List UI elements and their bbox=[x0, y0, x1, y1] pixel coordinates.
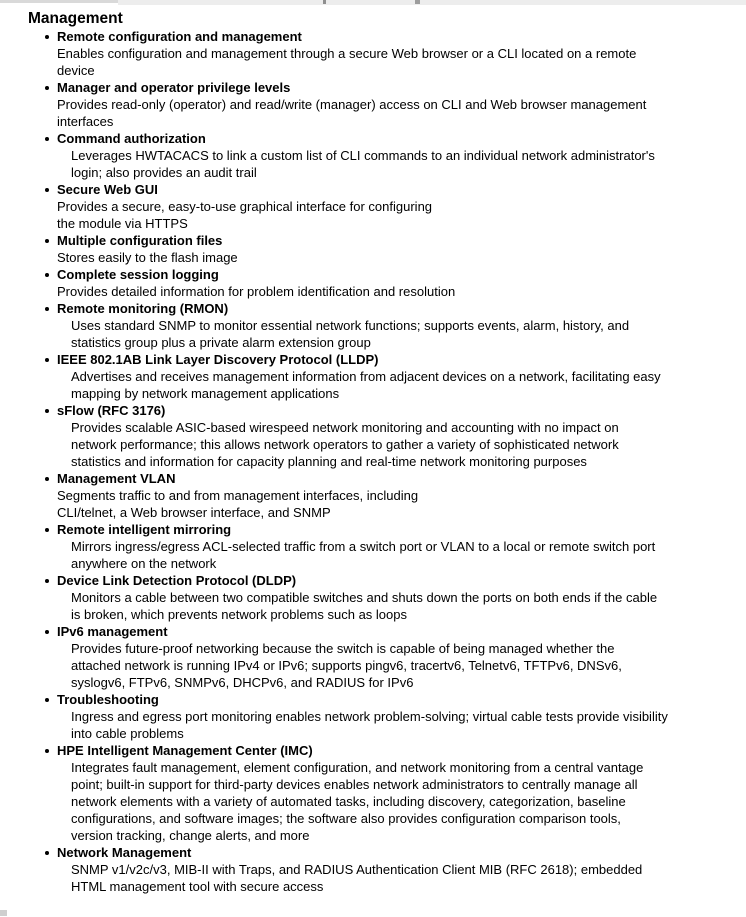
feature-description-line: Integrates fault management, element configuration, and network monitoring from a central vantage bbox=[71, 760, 644, 775]
feature-heading-row bbox=[0, 28, 746, 45]
bullet-icon bbox=[45, 188, 49, 192]
feature-item bbox=[0, 623, 746, 691]
feature-description-line: mapping by network management applications bbox=[71, 386, 340, 401]
feature-description bbox=[0, 249, 746, 266]
feature-description bbox=[0, 45, 746, 79]
feature-item bbox=[0, 351, 746, 402]
bullet-icon bbox=[45, 239, 49, 243]
feature-description bbox=[0, 759, 746, 844]
bullet-icon bbox=[45, 35, 49, 39]
bullet-icon bbox=[45, 851, 49, 855]
feature-description bbox=[0, 317, 746, 351]
feature-item bbox=[0, 470, 746, 521]
feature-heading-row bbox=[0, 742, 746, 759]
bullet-icon bbox=[45, 86, 49, 90]
feature-heading: Network Management bbox=[57, 845, 192, 860]
feature-description-line: Stores easily to the flash image bbox=[57, 250, 238, 265]
feature-description-line: Provides scalable ASIC-based wirespeed network monitoring and accounting with no impact on bbox=[71, 420, 619, 435]
feature-heading-row bbox=[0, 130, 746, 147]
feature-description-line: Provides future-proof networking because the switch is capable of being managed whether the bbox=[71, 641, 615, 656]
feature-description-line: Leverages HWTACACS to link a custom list of CLI commands to an individual network administrator's bbox=[71, 148, 655, 163]
feature-description-line: Mirrors ingress/egress ACL-selected traffic from a switch port or VLAN to a local or remote switch port bbox=[71, 539, 656, 554]
feature-heading-row bbox=[0, 79, 746, 96]
feature-description-line: Ingress and egress port monitoring enables network problem-solving; virtual cable tests provide visibility bbox=[71, 709, 668, 724]
feature-heading-row bbox=[0, 470, 746, 487]
feature-heading-row bbox=[0, 572, 746, 589]
cropped-letter-descender bbox=[415, 0, 420, 4]
bullet-icon bbox=[45, 409, 49, 413]
feature-item bbox=[0, 572, 746, 623]
feature-heading-row bbox=[0, 521, 746, 538]
feature-description-line: syslogv6, FTPv6, SNMPv6, DHCPv6, and RADIUS for IPv6 bbox=[71, 675, 414, 690]
cropped-row-left-segment bbox=[0, 0, 118, 3]
feature-heading: IEEE 802.1AB Link Layer Discovery Protocol (LLDP) bbox=[57, 352, 379, 367]
feature-list bbox=[0, 28, 746, 895]
feature-item bbox=[0, 232, 746, 266]
bullet-icon bbox=[45, 307, 49, 311]
feature-description-line: Enables configuration and management through a secure Web browser or a CLI located on a remote bbox=[57, 46, 637, 61]
feature-description bbox=[0, 538, 746, 572]
feature-item bbox=[0, 742, 746, 844]
feature-item bbox=[0, 300, 746, 351]
cropped-row-gray-band bbox=[118, 0, 746, 5]
bullet-icon bbox=[45, 358, 49, 362]
feature-description-line: device bbox=[57, 63, 95, 78]
feature-description bbox=[0, 640, 746, 691]
feature-heading: Multiple configuration files bbox=[57, 233, 223, 248]
feature-description-line: version tracking, change alerts, and more bbox=[71, 828, 310, 843]
feature-description bbox=[0, 708, 746, 742]
feature-item bbox=[0, 844, 746, 895]
feature-heading-row bbox=[0, 623, 746, 640]
feature-description-line: attached network is running IPv4 or IPv6; supports pingv6, tracertv6, Telnetv6, TFTPv6, DNSv6, bbox=[71, 658, 622, 673]
feature-heading: Troubleshooting bbox=[57, 692, 159, 707]
feature-item bbox=[0, 181, 746, 232]
feature-description-line: Advertises and receives management information from adjacent devices on a network, facilitating easy bbox=[71, 369, 661, 384]
feature-description-line: anywhere on the network bbox=[71, 556, 217, 571]
bottom-crop-artifact bbox=[0, 910, 7, 916]
feature-heading: Complete session logging bbox=[57, 267, 219, 282]
feature-description-line: HTML management tool with secure access bbox=[71, 879, 324, 894]
feature-description-line: Provides read-only (operator) and read/write (manager) access on CLI and Web browser management bbox=[57, 97, 647, 112]
feature-description-line: network performance; this allows network operators to gather a variety of sophisticated network bbox=[71, 437, 619, 452]
feature-description-line: is broken, which prevents network problems such as loops bbox=[71, 607, 407, 622]
feature-heading-row bbox=[0, 351, 746, 368]
feature-heading-row bbox=[0, 232, 746, 249]
cropped-previous-row-artifact bbox=[0, 0, 746, 6]
feature-heading: Command authorization bbox=[57, 131, 206, 146]
feature-description-line: Provides detailed information for problem identification and resolution bbox=[57, 284, 456, 299]
feature-heading: Secure Web GUI bbox=[57, 182, 158, 197]
feature-description bbox=[0, 96, 746, 130]
feature-item bbox=[0, 521, 746, 572]
feature-heading: IPv6 management bbox=[57, 624, 168, 639]
feature-description-line: statistics and information for capacity planning and real-time network monitoring purposes bbox=[71, 454, 587, 469]
bullet-icon bbox=[45, 528, 49, 532]
feature-description-line: Segments traffic to and from management interfaces, including bbox=[57, 488, 419, 503]
feature-description-line: interfaces bbox=[57, 114, 114, 129]
feature-description bbox=[0, 487, 746, 521]
bullet-icon bbox=[45, 579, 49, 583]
feature-item bbox=[0, 266, 746, 300]
feature-heading-row bbox=[0, 181, 746, 198]
bullet-icon bbox=[45, 137, 49, 141]
feature-description bbox=[0, 198, 746, 232]
feature-description-line: the module via HTTPS bbox=[57, 216, 188, 231]
bullet-icon bbox=[45, 749, 49, 753]
feature-description-line: point; built-in support for third-party devices enables network administrators to centrally manage all bbox=[71, 777, 638, 792]
feature-item bbox=[0, 79, 746, 130]
feature-heading-row bbox=[0, 266, 746, 283]
feature-item bbox=[0, 402, 746, 470]
feature-heading-row bbox=[0, 691, 746, 708]
bullet-icon bbox=[45, 630, 49, 634]
bullet-icon bbox=[45, 698, 49, 702]
feature-heading: sFlow (RFC 3176) bbox=[57, 403, 166, 418]
feature-description bbox=[0, 861, 746, 895]
feature-item bbox=[0, 691, 746, 742]
feature-heading-row bbox=[0, 300, 746, 317]
feature-heading: Device Link Detection Protocol (DLDP) bbox=[57, 573, 297, 588]
feature-description-line: into cable problems bbox=[71, 726, 184, 741]
feature-description-line: configurations, and software images; the software also provides configuration comparison tools, bbox=[71, 811, 621, 826]
feature-description-line: CLI/telnet, a Web browser interface, and SNMP bbox=[57, 505, 331, 520]
feature-description bbox=[0, 589, 746, 623]
bullet-icon bbox=[45, 477, 49, 481]
feature-item bbox=[0, 28, 746, 79]
feature-heading: HPE Intelligent Management Center (IMC) bbox=[57, 743, 313, 758]
feature-description-line: statistics group plus a private alarm extension group bbox=[71, 335, 371, 350]
feature-description bbox=[0, 283, 746, 300]
feature-description-line: SNMP v1/v2c/v3, MIB-II with Traps, and RADIUS Authentication Client MIB (RFC 2618); embedded bbox=[71, 862, 643, 877]
feature-description-line: network elements with a variety of automated tasks, including discovery, categorization, baseline bbox=[71, 794, 626, 809]
feature-description bbox=[0, 368, 746, 402]
feature-heading: Remote monitoring (RMON) bbox=[57, 301, 229, 316]
feature-item bbox=[0, 130, 746, 181]
feature-heading: Remote configuration and management bbox=[57, 29, 302, 44]
feature-description-line: Monitors a cable between two compatible switches and shuts down the ports on both ends if the cable bbox=[71, 590, 658, 605]
cropped-letter-descender bbox=[323, 0, 326, 4]
feature-description-line: Provides a secure, easy-to-use graphical interface for configuring bbox=[57, 199, 433, 214]
feature-heading: Manager and operator privilege levels bbox=[57, 80, 291, 95]
feature-description bbox=[0, 419, 746, 470]
page-title: Management bbox=[28, 10, 123, 27]
feature-description-line: Uses standard SNMP to monitor essential network functions; supports events, alarm, history, and bbox=[71, 318, 630, 333]
bullet-icon bbox=[45, 273, 49, 277]
feature-description bbox=[0, 147, 746, 181]
feature-heading-row bbox=[0, 844, 746, 861]
feature-heading: Remote intelligent mirroring bbox=[57, 522, 232, 537]
feature-heading: Management VLAN bbox=[57, 471, 176, 486]
feature-description-line: login; also provides an audit trail bbox=[71, 165, 257, 180]
feature-heading-row bbox=[0, 402, 746, 419]
